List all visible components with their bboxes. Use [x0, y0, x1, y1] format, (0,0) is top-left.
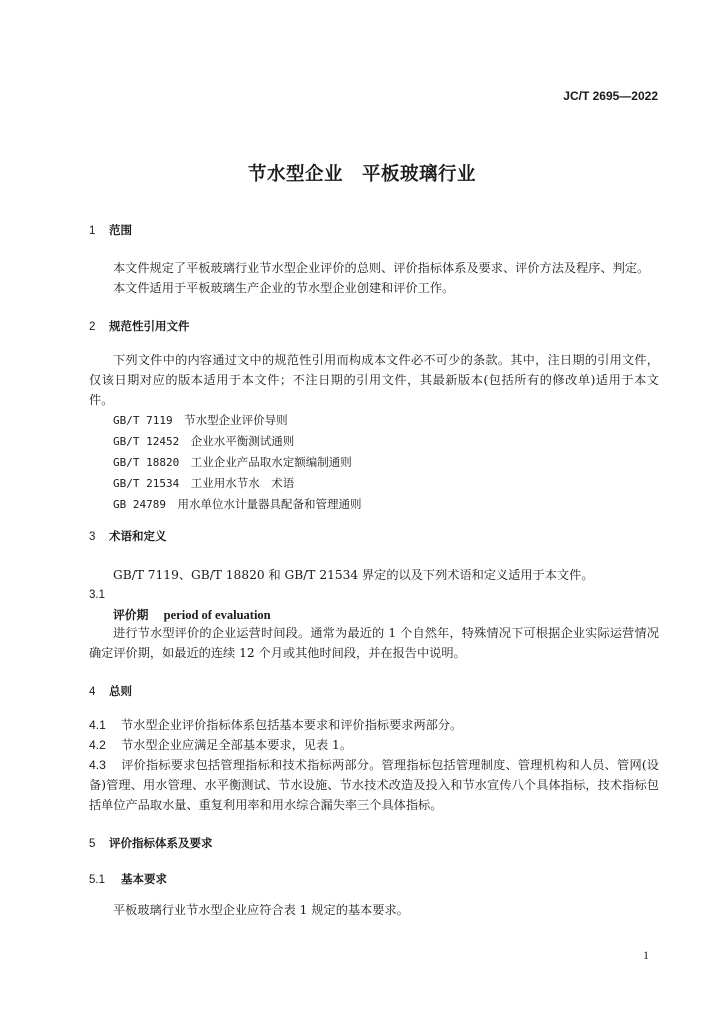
clause: [89, 755, 659, 815]
clause: [89, 715, 659, 735]
subsection-title: 基本要求: [121, 872, 167, 886]
section-3-heading: [89, 528, 167, 544]
paragraph: 本文件适用于平板玻璃生产企业的节水型企业创建和评价工作。: [113, 281, 455, 295]
page-number: 1: [643, 948, 649, 962]
section-title: 范围: [109, 223, 132, 237]
clause-number: 4.1: [89, 718, 106, 732]
clause-number: 4.2: [89, 738, 106, 752]
reference-code: GB/T 18820: [113, 456, 180, 469]
reference-item: [113, 494, 361, 515]
section-1-body: [89, 258, 659, 298]
reference-item: [113, 410, 361, 431]
document-title: 节水型企业 平板玻璃行业: [247, 164, 476, 185]
section-4-body: [89, 715, 659, 815]
clause-text: 节水型企业评价指标体系包括基本要求和评价指标要求两部分。: [121, 718, 463, 732]
reference-code: GB/T 12452: [113, 435, 180, 448]
section-2-intro: [89, 350, 659, 410]
reference-name: 用水单位水计量器具配备和管理通则: [177, 497, 362, 511]
term-definition: [89, 623, 659, 663]
section-number: 2: [89, 321, 96, 333]
section-number: 1: [89, 225, 96, 237]
subsection-5-1-body: [89, 900, 659, 920]
reference-code: GB/T 7119: [113, 414, 173, 427]
reference-name: 企业水平衡测试通则: [190, 434, 295, 448]
paragraph: 进行节水型评价的企业运营时间段。通常为最近的 1 个自然年，特殊情况下可根据企业实际运营情况确定评价期，如最近的连续 12 个月或其他时间段，并在报告中说明。: [89, 626, 659, 660]
clause: [89, 735, 659, 755]
subsection-number: 5.1: [89, 874, 105, 886]
term-entry: [113, 604, 271, 625]
section-2-heading: [89, 318, 190, 334]
section-number: 4: [89, 686, 96, 698]
section-5-heading: [89, 835, 213, 851]
paragraph: 下列文件中的内容通过文中的规范性引用而构成本文件必不可少的条款。其中，注日期的引用文件，仅该日期对应的版本适用于本文件；不注日期的引用文件，其最新版本(包括所有的修改单)适用于本文件。: [89, 353, 659, 407]
clause-text: 评价指标要求包括管理指标和技术指标两部分。管理指标包括管理制度、管理机构和人员、管网(设备)管理、用水管理、水平衡测试、节水设施、节水技术改造及投入和节水宣传八个具体指标，技术指标包括单位产品取水量、重复利用率和用水综合漏失率三个具体指标。: [89, 758, 659, 812]
clause-text: 节水型企业应满足全部基本要求，见表 1。: [121, 738, 353, 752]
reference-name: 工业企业产品取水定额编制通则: [190, 455, 352, 469]
clause-number: 4.3: [89, 758, 106, 772]
section-1-heading: [89, 222, 132, 238]
section-title: 规范性引用文件: [109, 319, 190, 333]
section-3-intro: [89, 565, 659, 585]
section-4-heading: [89, 683, 132, 699]
normative-references: [113, 410, 361, 515]
subsection-5-1-heading: [89, 871, 167, 887]
reference-item: [113, 431, 361, 452]
reference-name: 节水型企业评价导则: [184, 413, 288, 427]
paragraph: GB/T 7119、GB/T 18820 和 GB/T 21534 界定的以及下列术语和定义适用于本文件。: [113, 568, 594, 582]
section-number: 3: [89, 531, 96, 543]
term-chinese: 评价期: [113, 608, 149, 622]
section-title: 术语和定义: [109, 529, 167, 543]
standard-number: JC/T 2695—2022: [563, 89, 658, 103]
reference-code: GB 24789: [113, 498, 166, 511]
section-title: 评价指标体系及要求: [109, 836, 213, 850]
term-number: 3.1: [89, 589, 105, 601]
section-number: 5: [89, 838, 96, 850]
reference-name: 工业用水节水 术语: [190, 476, 295, 490]
paragraph: 本文件规定了平板玻璃行业节水型企业评价的总则、评价指标体系及要求、评价方法及程序、判定。: [113, 261, 650, 275]
section-title: 总则: [109, 684, 132, 698]
paragraph: 平板玻璃行业节水型企业应符合表 1 规定的基本要求。: [113, 903, 409, 917]
term-english: period of evaluation: [163, 608, 271, 622]
reference-item: [113, 452, 361, 473]
reference-item: [113, 473, 361, 494]
reference-code: GB/T 21534: [113, 477, 180, 490]
